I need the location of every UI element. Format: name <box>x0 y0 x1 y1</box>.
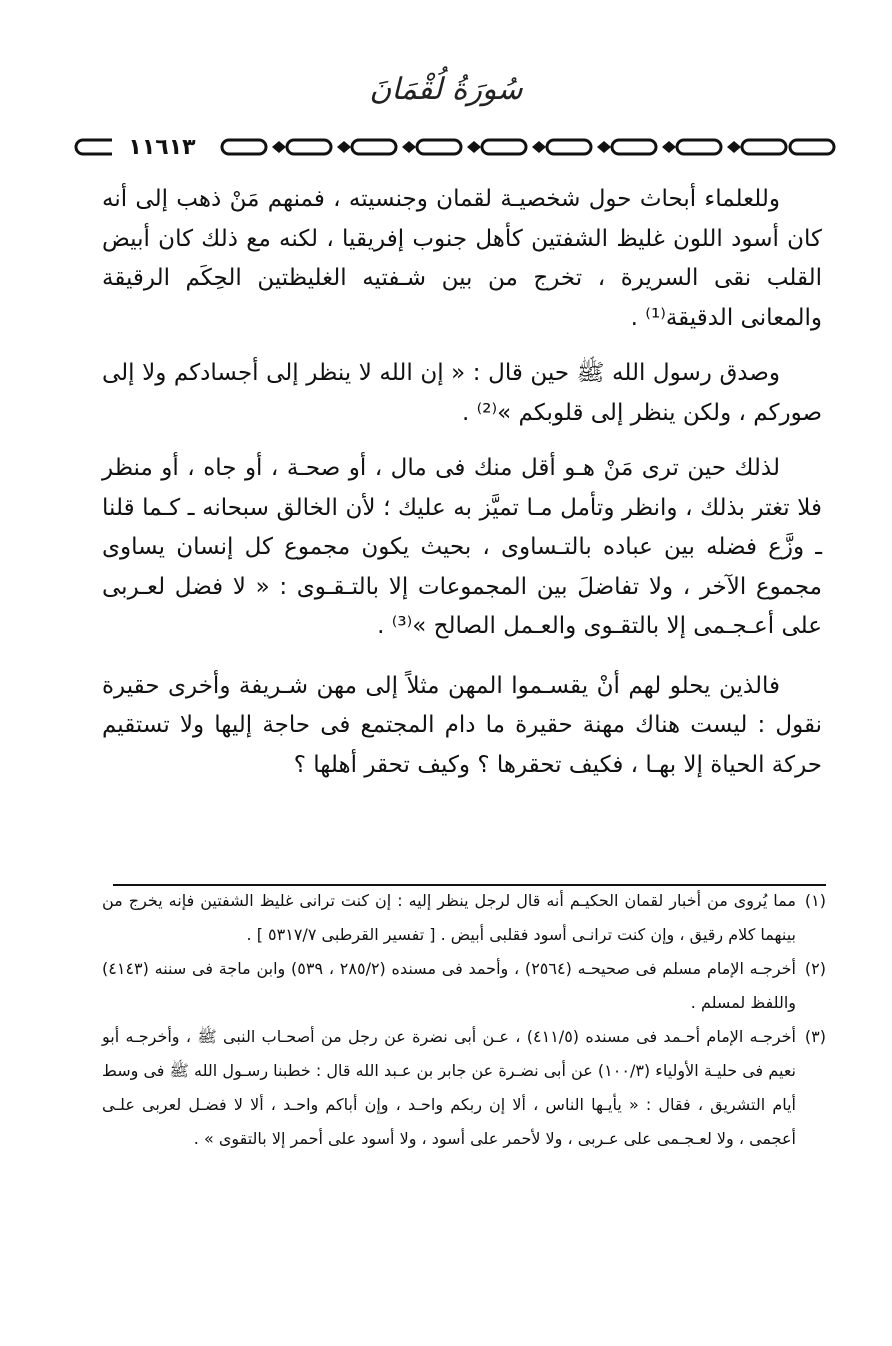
footnote <box>102 884 826 952</box>
paragraph: لذلك حين ترى مَنْ هـو أقل منك فى مال ، أو صحـة ، أو جاه ، أو منظر فلا تغتر بذلك ، وانظر وتأمل مـا تميَّز به عليك ؛ لأن الخالق سبحانه ـ كـما قلنا ـ وزَّع فضله بين عباده بالتـساوى ، بحيث يكون مجموع كل إنسان يساوى مجموع الآخر ، ولا تفاضلَ بين المجموعات إلا بالتـقـوى : « لا فضل لعـربى على أعـجـمى إلا بالتقـوى والعـمل الصالح »⁽³⁾ . <box>102 455 822 639</box>
footnote-text: أخرجـه الإمام مسلم فى صحيحـه (٢٥٦٤) ، وأحمد فى مسنده (٢٨٥/٢ ، ٥٣٩) وابن ماجة فى سننه (٤١٤٣) واللفظ لمسلم . <box>102 959 796 1012</box>
page-number: ١١٦١٣ <box>112 133 212 163</box>
footnote-text: أخرجـه الإمام أحـمد فى مسنده (٤١١/٥) ، عـن أبى نضرة عن رجل من أصحـاب النبى ﷺ ، وأخرجـه أبو نعيم فى حليـة الأولياء (١٠٠/٣) عن أبى نضـرة عن جابر بن عـبد الله قال : خطبنا رسـول الله ﷺ فى وسط أيام التشريق ، فقال : « يأيـها الناس ، ألا إن ربكم واحـد ، وإن أباكم واحـد ، ألا لا فضـل لعربى علـى أعجمى ، ولا لعـجـمى على عـربى ، ولا لأحمر على أسود ، ولا أسود على أحمر إلا بالتقوى » . <box>102 1027 796 1148</box>
footnote <box>102 1020 826 1156</box>
main-text <box>102 180 822 785</box>
footnote-number: (٣) <box>804 1027 826 1046</box>
footnote-number: (١) <box>804 891 826 910</box>
paragraph: وللعلماء أبحاث حول شخصيـة لقمان وجنسيته ، فمنهم مَنْ ذهب إلى أنه كان أسود اللون غليظ الشفتين كأهل جنوب إفريقيا ، لكنه مع ذلك كان أبيض القلب نقى السريرة ، تخرج من بين شـفتيه الغليظتين الحِكَم الرقيقة والمعانى الدقيقة⁽¹⁾ . <box>102 186 822 331</box>
paragraph: وصدق رسول الله ﷺ حين قال : « إن الله لا ينظر إلى أجسادكم ولا إلى صوركم ، ولكن ينظر إلى قلوبكم »⁽²⁾ . <box>102 360 822 426</box>
footnote-text: مما يُروى من أخبار لقمان الحكيـم أنه قال لرجل ينظر إليه : إن كنت ترانى غليظ الشفتين فإنه يخرج من بينهما كلام رقيق ، وإن كنت ترانـى أسود فقلبى أبيض . [ تفسير القرطبى ٥٣١٧/٧ ] . <box>102 891 796 944</box>
surah-title: سُورَةُ لُقْمَانَ <box>369 72 523 107</box>
footnote-number: (٢) <box>804 959 826 978</box>
footnotes <box>102 884 826 1156</box>
paragraph: فالذين يحلو لهم أنْ يقسـموا المهن مثلاً إلى مهن شـريفة وأخرى حقيرة نقول : ليست هناك مهنة حقيرة ما دام المجتمع فى حاجة إليها ولا تستقيم حركة الحياة إلا بهـا ، فكيف تحقرها ؟ وكيف تحقر أهلها ؟ <box>102 672 822 778</box>
footnote <box>102 952 826 1020</box>
